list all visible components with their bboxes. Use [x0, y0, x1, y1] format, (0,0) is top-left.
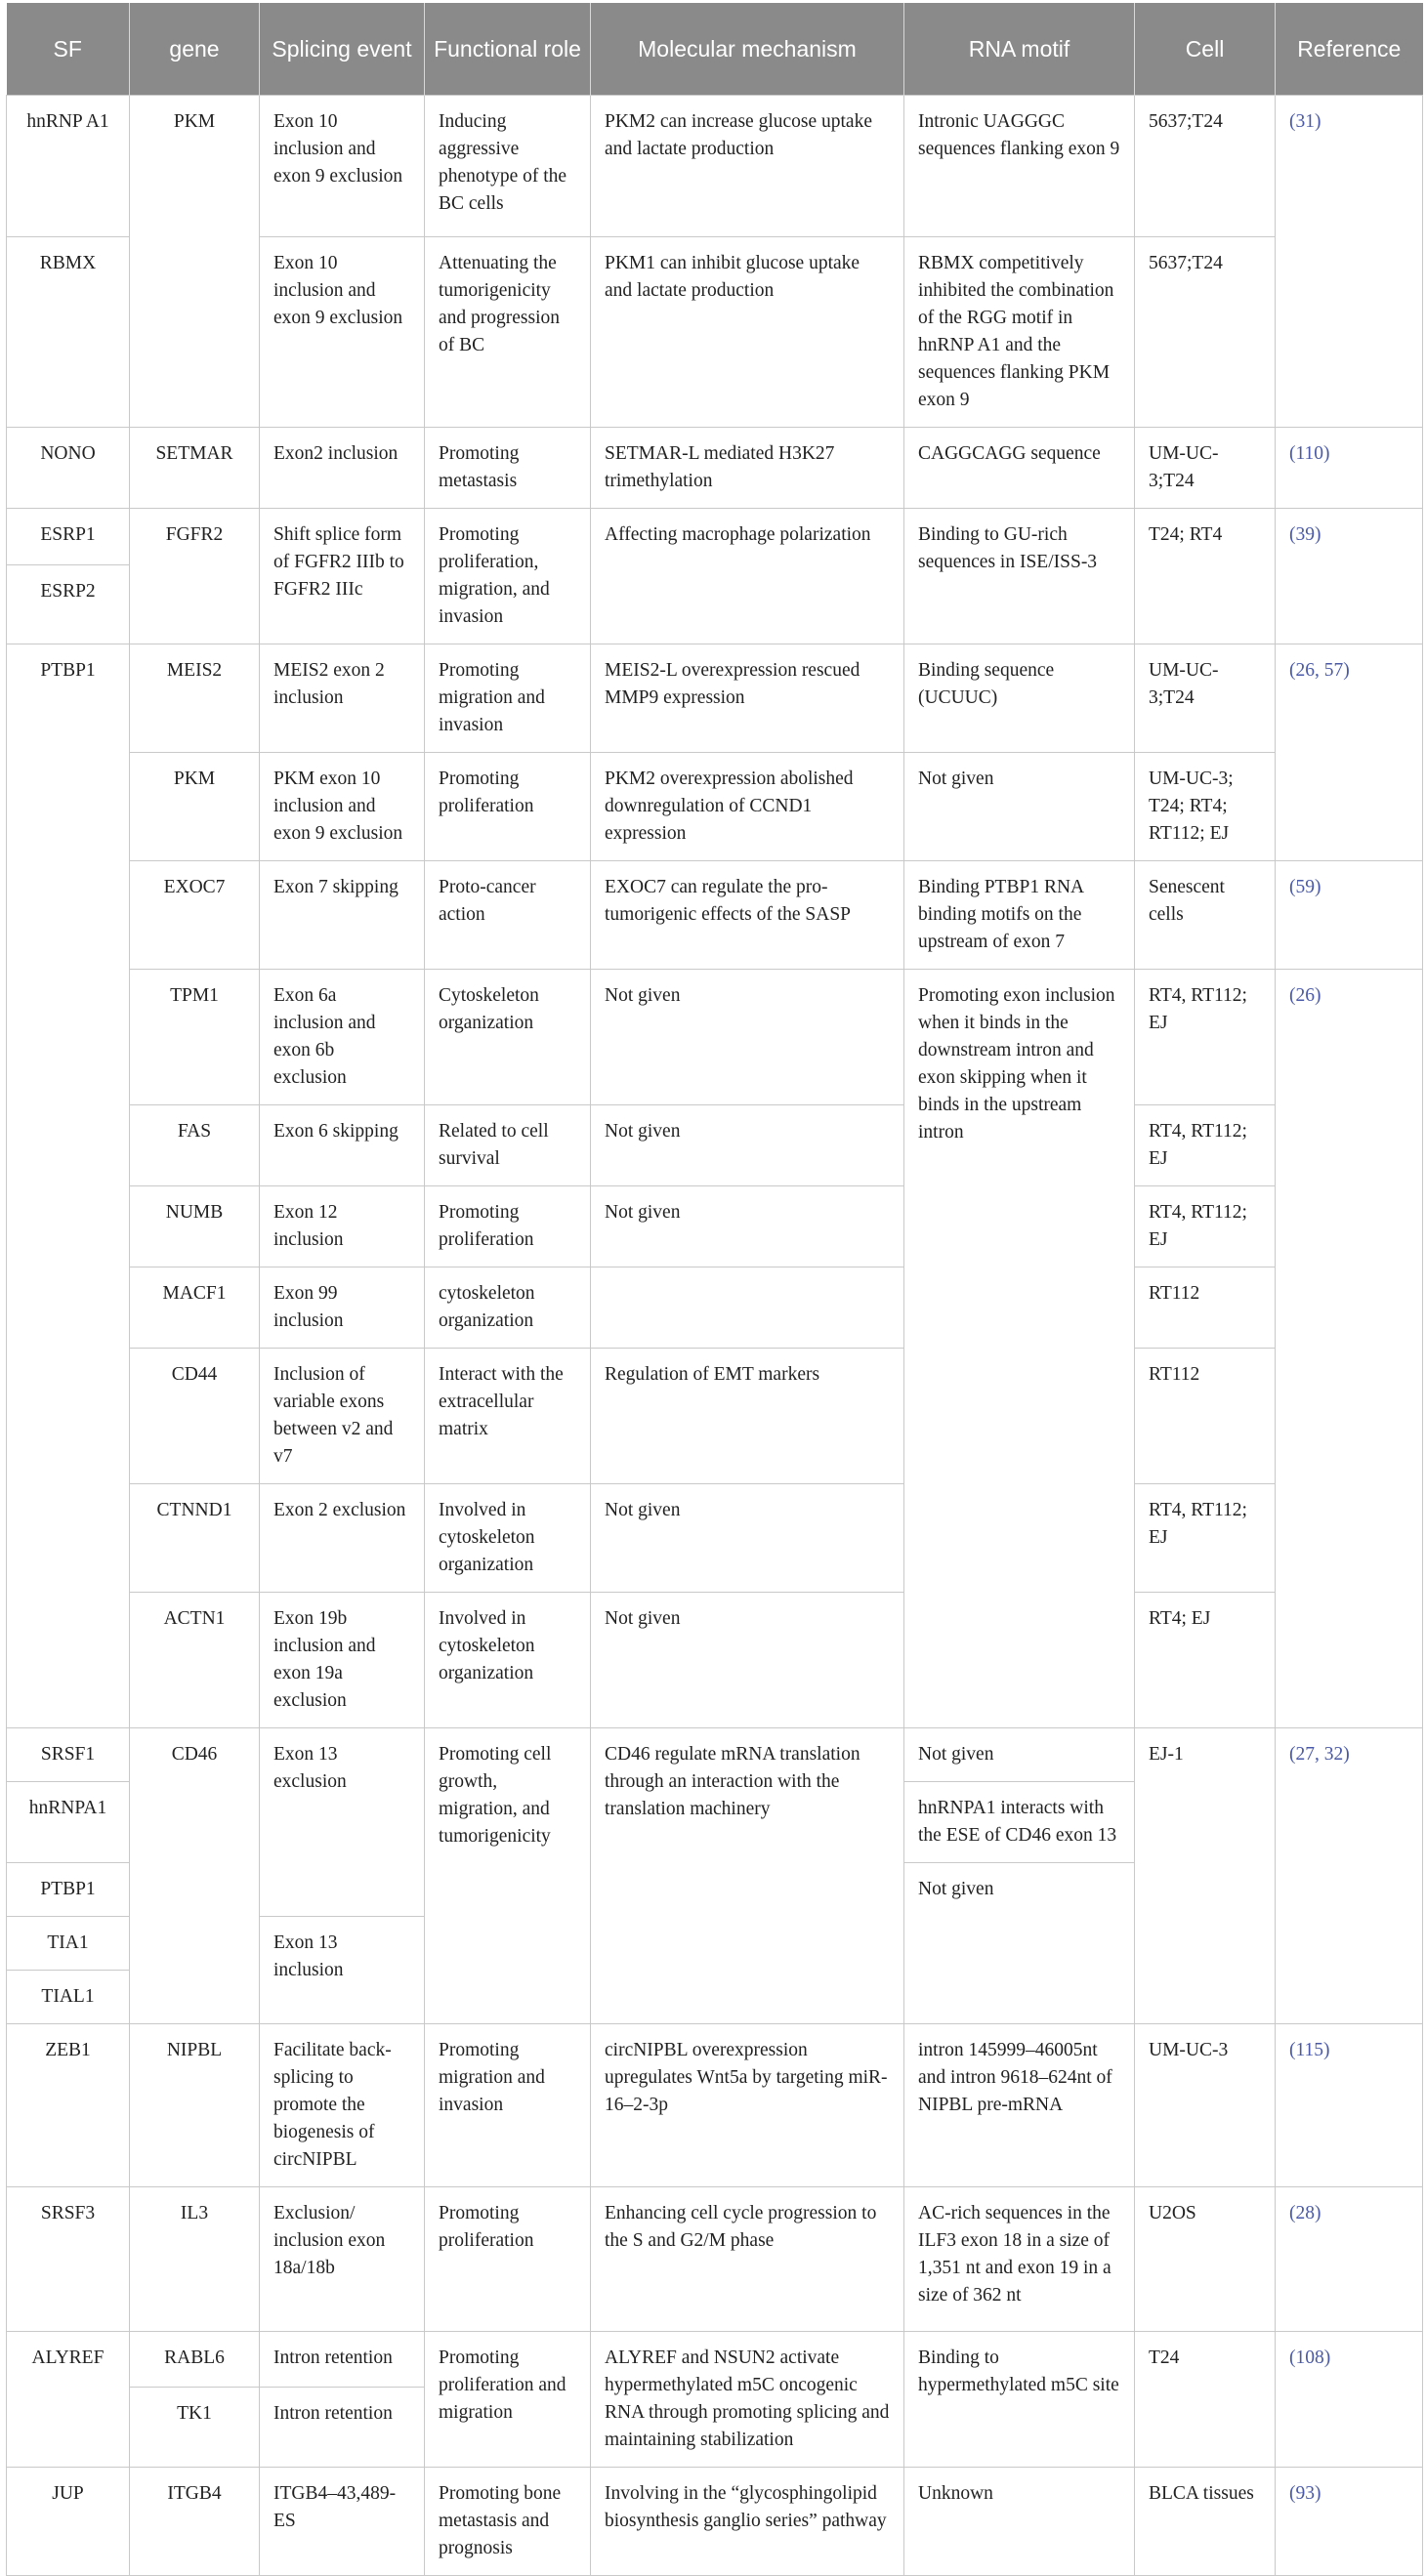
cell-rna-motif: Binding to GU-rich sequences in ISE/ISS-3 [904, 509, 1135, 644]
cell-rna-motif: RBMX competitively inhibited the combination of the RGG motif in hnRNP A1 and the sequences flanking PKM exon 9 [904, 237, 1135, 428]
cell-molecular-mechanism: PKM2 overexpression abolished downregulation of CCND1 expression [591, 753, 904, 861]
table-row [7, 861, 1423, 970]
cell-cell-line: U2OS [1135, 2187, 1276, 2332]
table-row [7, 2024, 1423, 2187]
cell-functional-role: Proto-cancer action [425, 861, 591, 970]
cell-sf: RBMX [7, 237, 130, 428]
cell-rna-motif: Not given [904, 1728, 1135, 1782]
cell-splicing-event: Exon 7 skipping [260, 861, 425, 970]
cell-gene: TK1 [130, 2387, 260, 2467]
reference-link[interactable]: (27, 32) [1289, 1744, 1350, 1765]
reference-link[interactable]: (31) [1289, 111, 1321, 132]
cell-gene: FGFR2 [130, 509, 260, 644]
cell-cell-line: UM-UC-3 [1135, 2024, 1276, 2187]
header-gene: gene [130, 3, 260, 96]
header-splicing-event: Splicing event [260, 3, 425, 96]
cell-functional-role: Promoting bone metastasis and prognosis [425, 2468, 591, 2576]
table-row [7, 1593, 1423, 1728]
cell-gene: MACF1 [130, 1267, 260, 1349]
cell-cell-line: RT112 [1135, 1349, 1276, 1484]
cell-splicing-event: Exclusion/ inclusion exon 18a/18b [260, 2187, 425, 2332]
cell-rna-motif: Intronic UAGGGC sequences flanking exon 9 [904, 96, 1135, 237]
cell-splicing-event: Intron retention [260, 2387, 425, 2467]
cell-sf: TIA1 [7, 1917, 130, 1971]
cell-rna-motif: Binding PTBP1 RNA binding motifs on the upstream of exon 7 [904, 861, 1135, 970]
cell-molecular-mechanism: ALYREF and NSUN2 activate hypermethylated m5C oncogenic RNA through promoting splicing and maintaining stabilization [591, 2332, 904, 2468]
cell-molecular-mechanism: Involving in the “glycosphingolipid biosynthesis ganglio series” pathway [591, 2468, 904, 2576]
cell-splicing-event: Exon 6 skipping [260, 1105, 425, 1186]
table-row [7, 428, 1423, 509]
cell-splicing-event: Exon 10 inclusion and exon 9 exclusion [260, 96, 425, 237]
cell-gene: ITGB4 [130, 2468, 260, 2576]
table-row [7, 753, 1423, 861]
header-rna-motif: RNA motif [904, 3, 1135, 96]
cell-gene: NIPBL [130, 2024, 260, 2187]
cell-rna-motif: Binding to hypermethylated m5C site [904, 2332, 1135, 2468]
table-row [7, 2468, 1423, 2576]
cell-cell-line: RT4, RT112; EJ [1135, 1186, 1276, 1267]
reference-link[interactable]: (110) [1289, 443, 1330, 464]
cell-splicing-event: Exon 6a inclusion and exon 6b exclusion [260, 970, 425, 1105]
cell-cell-line: T24; RT4 [1135, 509, 1276, 644]
cell-cell-line: UM-UC-3;T24 [1135, 644, 1276, 753]
cell-reference [1276, 644, 1423, 861]
cell-reference [1276, 2024, 1423, 2187]
cell-rna-motif: Not given [904, 1863, 1135, 2024]
cell-gene: RABL6 [130, 2332, 260, 2388]
cell-sf: SRSF3 [7, 2187, 130, 2332]
cell-splicing-event: MEIS2 exon 2 inclusion [260, 644, 425, 753]
cell-cell-line: UM-UC-3;T24 [1135, 428, 1276, 509]
cell-rna-motif: AC-rich sequences in the ILF3 exon 18 in a size of 1,351 nt and exon 19 in a size of 362 nt [904, 2187, 1135, 2332]
cell-reference [1276, 2187, 1423, 2332]
reference-link[interactable]: (108) [1289, 2347, 1331, 2368]
cell-splicing-event: Exon 12 inclusion [260, 1186, 425, 1267]
cell-gene: ACTN1 [130, 1593, 260, 1728]
cell-sf: hnRNPA1 [7, 1782, 130, 1863]
reference-link[interactable]: (93) [1289, 2483, 1321, 2504]
cell-sf: ESRP2 [7, 564, 130, 644]
cell-molecular-mechanism: PKM1 can inhibit glucose uptake and lactate production [591, 237, 904, 428]
cell-functional-role: Promoting proliferation [425, 2187, 591, 2332]
cell-functional-role: Promoting migration and invasion [425, 2024, 591, 2187]
cell-functional-role: Promoting cell growth, migration, and tumorigenicity [425, 1728, 591, 2024]
cell-sf: hnRNP A1 [7, 96, 130, 237]
cell-cell-line: 5637;T24 [1135, 237, 1276, 428]
cell-rna-motif: hnRNPA1 interacts with the ESE of CD46 exon 13 [904, 1782, 1135, 1863]
header-cell: Cell [1135, 3, 1276, 96]
cell-molecular-mechanism: SETMAR-L mediated H3K27 trimethylation [591, 428, 904, 509]
table-row [7, 96, 1423, 237]
cell-sf: TIAL1 [7, 1971, 130, 2024]
cell-functional-role: Promoting metastasis [425, 428, 591, 509]
cell-molecular-mechanism: Enhancing cell cycle progression to the S and G2/M phase [591, 2187, 904, 2332]
cell-rna-motif: intron 145999–46005nt and intron 9618–624nt of NIPBL pre-mRNA [904, 2024, 1135, 2187]
cell-sf: NONO [7, 428, 130, 509]
cell-cell-line: RT4, RT112; EJ [1135, 1105, 1276, 1186]
cell-splicing-event: Exon 13 exclusion [260, 1728, 425, 1917]
table-row [7, 1728, 1423, 1782]
cell-molecular-mechanism: MEIS2-L overexpression rescued MMP9 expression [591, 644, 904, 753]
cell-molecular-mechanism: Affecting macrophage polarization [591, 509, 904, 644]
cell-gene: PKM [130, 753, 260, 861]
cell-rna-motif: Promoting exon inclusion when it binds in the downstream intron and exon skipping when it binds in the upstream intron [904, 970, 1135, 1728]
reference-link[interactable]: (59) [1289, 877, 1321, 897]
table-row [7, 1484, 1423, 1593]
header-row [7, 3, 1423, 96]
cell-gene: CTNND1 [130, 1484, 260, 1593]
cell-molecular-mechanism: Not given [591, 970, 904, 1105]
cell-splicing-event: Shift splice form of FGFR2 IIIb to FGFR2 IIIc [260, 509, 425, 644]
cell-molecular-mechanism: EXOC7 can regulate the pro-tumorigenic effects of the SASP [591, 861, 904, 970]
cell-cell-line: UM-UC-3; T24; RT4; RT112; EJ [1135, 753, 1276, 861]
cell-gene: CD46 [130, 1728, 260, 2024]
cell-cell-line: T24 [1135, 2332, 1276, 2468]
table-row [7, 2187, 1423, 2332]
cell-molecular-mechanism: circNIPBL overexpression upregulates Wnt5a by targeting miR-16–2-3p [591, 2024, 904, 2187]
cell-reference [1276, 1728, 1423, 2024]
cell-cell-line: RT4; EJ [1135, 1593, 1276, 1728]
cell-gene: EXOC7 [130, 861, 260, 970]
cell-molecular-mechanism: Not given [591, 1105, 904, 1186]
cell-reference [1276, 428, 1423, 509]
cell-gene: CD44 [130, 1349, 260, 1484]
cell-functional-role: Cytoskeleton organization [425, 970, 591, 1105]
cell-rna-motif: Unknown [904, 2468, 1135, 2576]
cell-sf: JUP [7, 2468, 130, 2576]
table-row [7, 644, 1423, 753]
cell-functional-role: Promoting proliferation and migration [425, 2332, 591, 2468]
cell-sf: PTBP1 [7, 1863, 130, 1917]
table-row [7, 1267, 1423, 1349]
cell-functional-role: Promoting proliferation [425, 1186, 591, 1267]
cell-rna-motif: Binding sequence (UCUUC) [904, 644, 1135, 753]
cell-reference [1276, 861, 1423, 970]
cell-functional-role: Promoting proliferation [425, 753, 591, 861]
cell-functional-role: Attenuating the tumorigenicity and progression of BC [425, 237, 591, 428]
reference-link[interactable]: (26, 57) [1289, 660, 1350, 681]
reference-link[interactable]: (39) [1289, 524, 1321, 545]
cell-molecular-mechanism [591, 1267, 904, 1349]
cell-splicing-event: Exon 2 exclusion [260, 1484, 425, 1593]
header-functional-role: Functional role [425, 3, 591, 96]
cell-cell-line: 5637;T24 [1135, 96, 1276, 237]
cell-splicing-event: Exon 99 inclusion [260, 1267, 425, 1349]
cell-functional-role: Promoting proliferation, migration, and invasion [425, 509, 591, 644]
cell-cell-line: EJ-1 [1135, 1728, 1276, 2024]
cell-sf: ESRP1 [7, 509, 130, 565]
cell-gene: IL3 [130, 2187, 260, 2332]
header-reference: Reference [1276, 3, 1423, 96]
cell-splicing-event: Facilitate back-splicing to promote the biogenesis of circNIPBL [260, 2024, 425, 2187]
splicing-factor-table [6, 3, 1423, 2576]
reference-link[interactable]: (26) [1289, 985, 1321, 1006]
cell-molecular-mechanism: PKM2 can increase glucose uptake and lactate production [591, 96, 904, 237]
cell-gene: FAS [130, 1105, 260, 1186]
reference-link[interactable]: (115) [1289, 2040, 1330, 2060]
cell-gene: NUMB [130, 1186, 260, 1267]
cell-splicing-event: Exon 13 inclusion [260, 1917, 425, 2024]
cell-molecular-mechanism: Not given [591, 1186, 904, 1267]
cell-splicing-event: Exon 10 inclusion and exon 9 exclusion [260, 237, 425, 428]
cell-gene: SETMAR [130, 428, 260, 509]
cell-splicing-event: ITGB4–43,489-ES [260, 2468, 425, 2576]
cell-reference [1276, 509, 1423, 644]
cell-splicing-event: Intron retention [260, 2332, 425, 2388]
cell-functional-role: Inducing aggressive phenotype of the BC cells [425, 96, 591, 237]
table-row [7, 509, 1423, 565]
cell-reference [1276, 2332, 1423, 2468]
cell-molecular-mechanism: Not given [591, 1593, 904, 1728]
cell-cell-line: RT4, RT112; EJ [1135, 1484, 1276, 1593]
table-row [7, 1105, 1423, 1186]
cell-rna-motif: Not given [904, 753, 1135, 861]
cell-sf: PTBP1 [7, 644, 130, 1728]
table-row [7, 1349, 1423, 1484]
cell-splicing-event: Exon2 inclusion [260, 428, 425, 509]
cell-molecular-mechanism: Not given [591, 1484, 904, 1593]
cell-splicing-event: Inclusion of variable exons between v2 and v7 [260, 1349, 425, 1484]
cell-splicing-event: Exon 19b inclusion and exon 19a exclusion [260, 1593, 425, 1728]
reference-link[interactable]: (28) [1289, 2203, 1321, 2223]
cell-cell-line: BLCA tissues [1135, 2468, 1276, 2576]
cell-sf: ALYREF [7, 2332, 130, 2468]
header-sf: SF [7, 3, 130, 96]
cell-reference [1276, 96, 1423, 428]
cell-functional-role: Promoting migration and invasion [425, 644, 591, 753]
header-molecular-mechanism: Molecular mechanism [591, 3, 904, 96]
table-row [7, 970, 1423, 1105]
cell-molecular-mechanism: CD46 regulate mRNA translation through an interaction with the translation machinery [591, 1728, 904, 2024]
table-row [7, 1186, 1423, 1267]
cell-functional-role: Interact with the extracellular matrix [425, 1349, 591, 1484]
cell-reference [1276, 2468, 1423, 2576]
cell-gene: TPM1 [130, 970, 260, 1105]
cell-splicing-event: PKM exon 10 inclusion and exon 9 exclusion [260, 753, 425, 861]
cell-rna-motif: CAGGCAGG sequence [904, 428, 1135, 509]
cell-molecular-mechanism: Regulation of EMT markers [591, 1349, 904, 1484]
cell-functional-role: Involved in cytoskeleton organization [425, 1484, 591, 1593]
cell-sf: ZEB1 [7, 2024, 130, 2187]
cell-functional-role: cytoskeleton organization [425, 1267, 591, 1349]
table-row [7, 2332, 1423, 2388]
cell-gene: MEIS2 [130, 644, 260, 753]
cell-reference [1276, 970, 1423, 1728]
cell-functional-role: Related to cell survival [425, 1105, 591, 1186]
cell-cell-line: RT4, RT112; EJ [1135, 970, 1276, 1105]
cell-gene: PKM [130, 96, 260, 428]
cell-sf: SRSF1 [7, 1728, 130, 1782]
cell-cell-line: RT112 [1135, 1267, 1276, 1349]
cell-cell-line: Senescent cells [1135, 861, 1276, 970]
cell-functional-role: Involved in cytoskeleton organization [425, 1593, 591, 1728]
